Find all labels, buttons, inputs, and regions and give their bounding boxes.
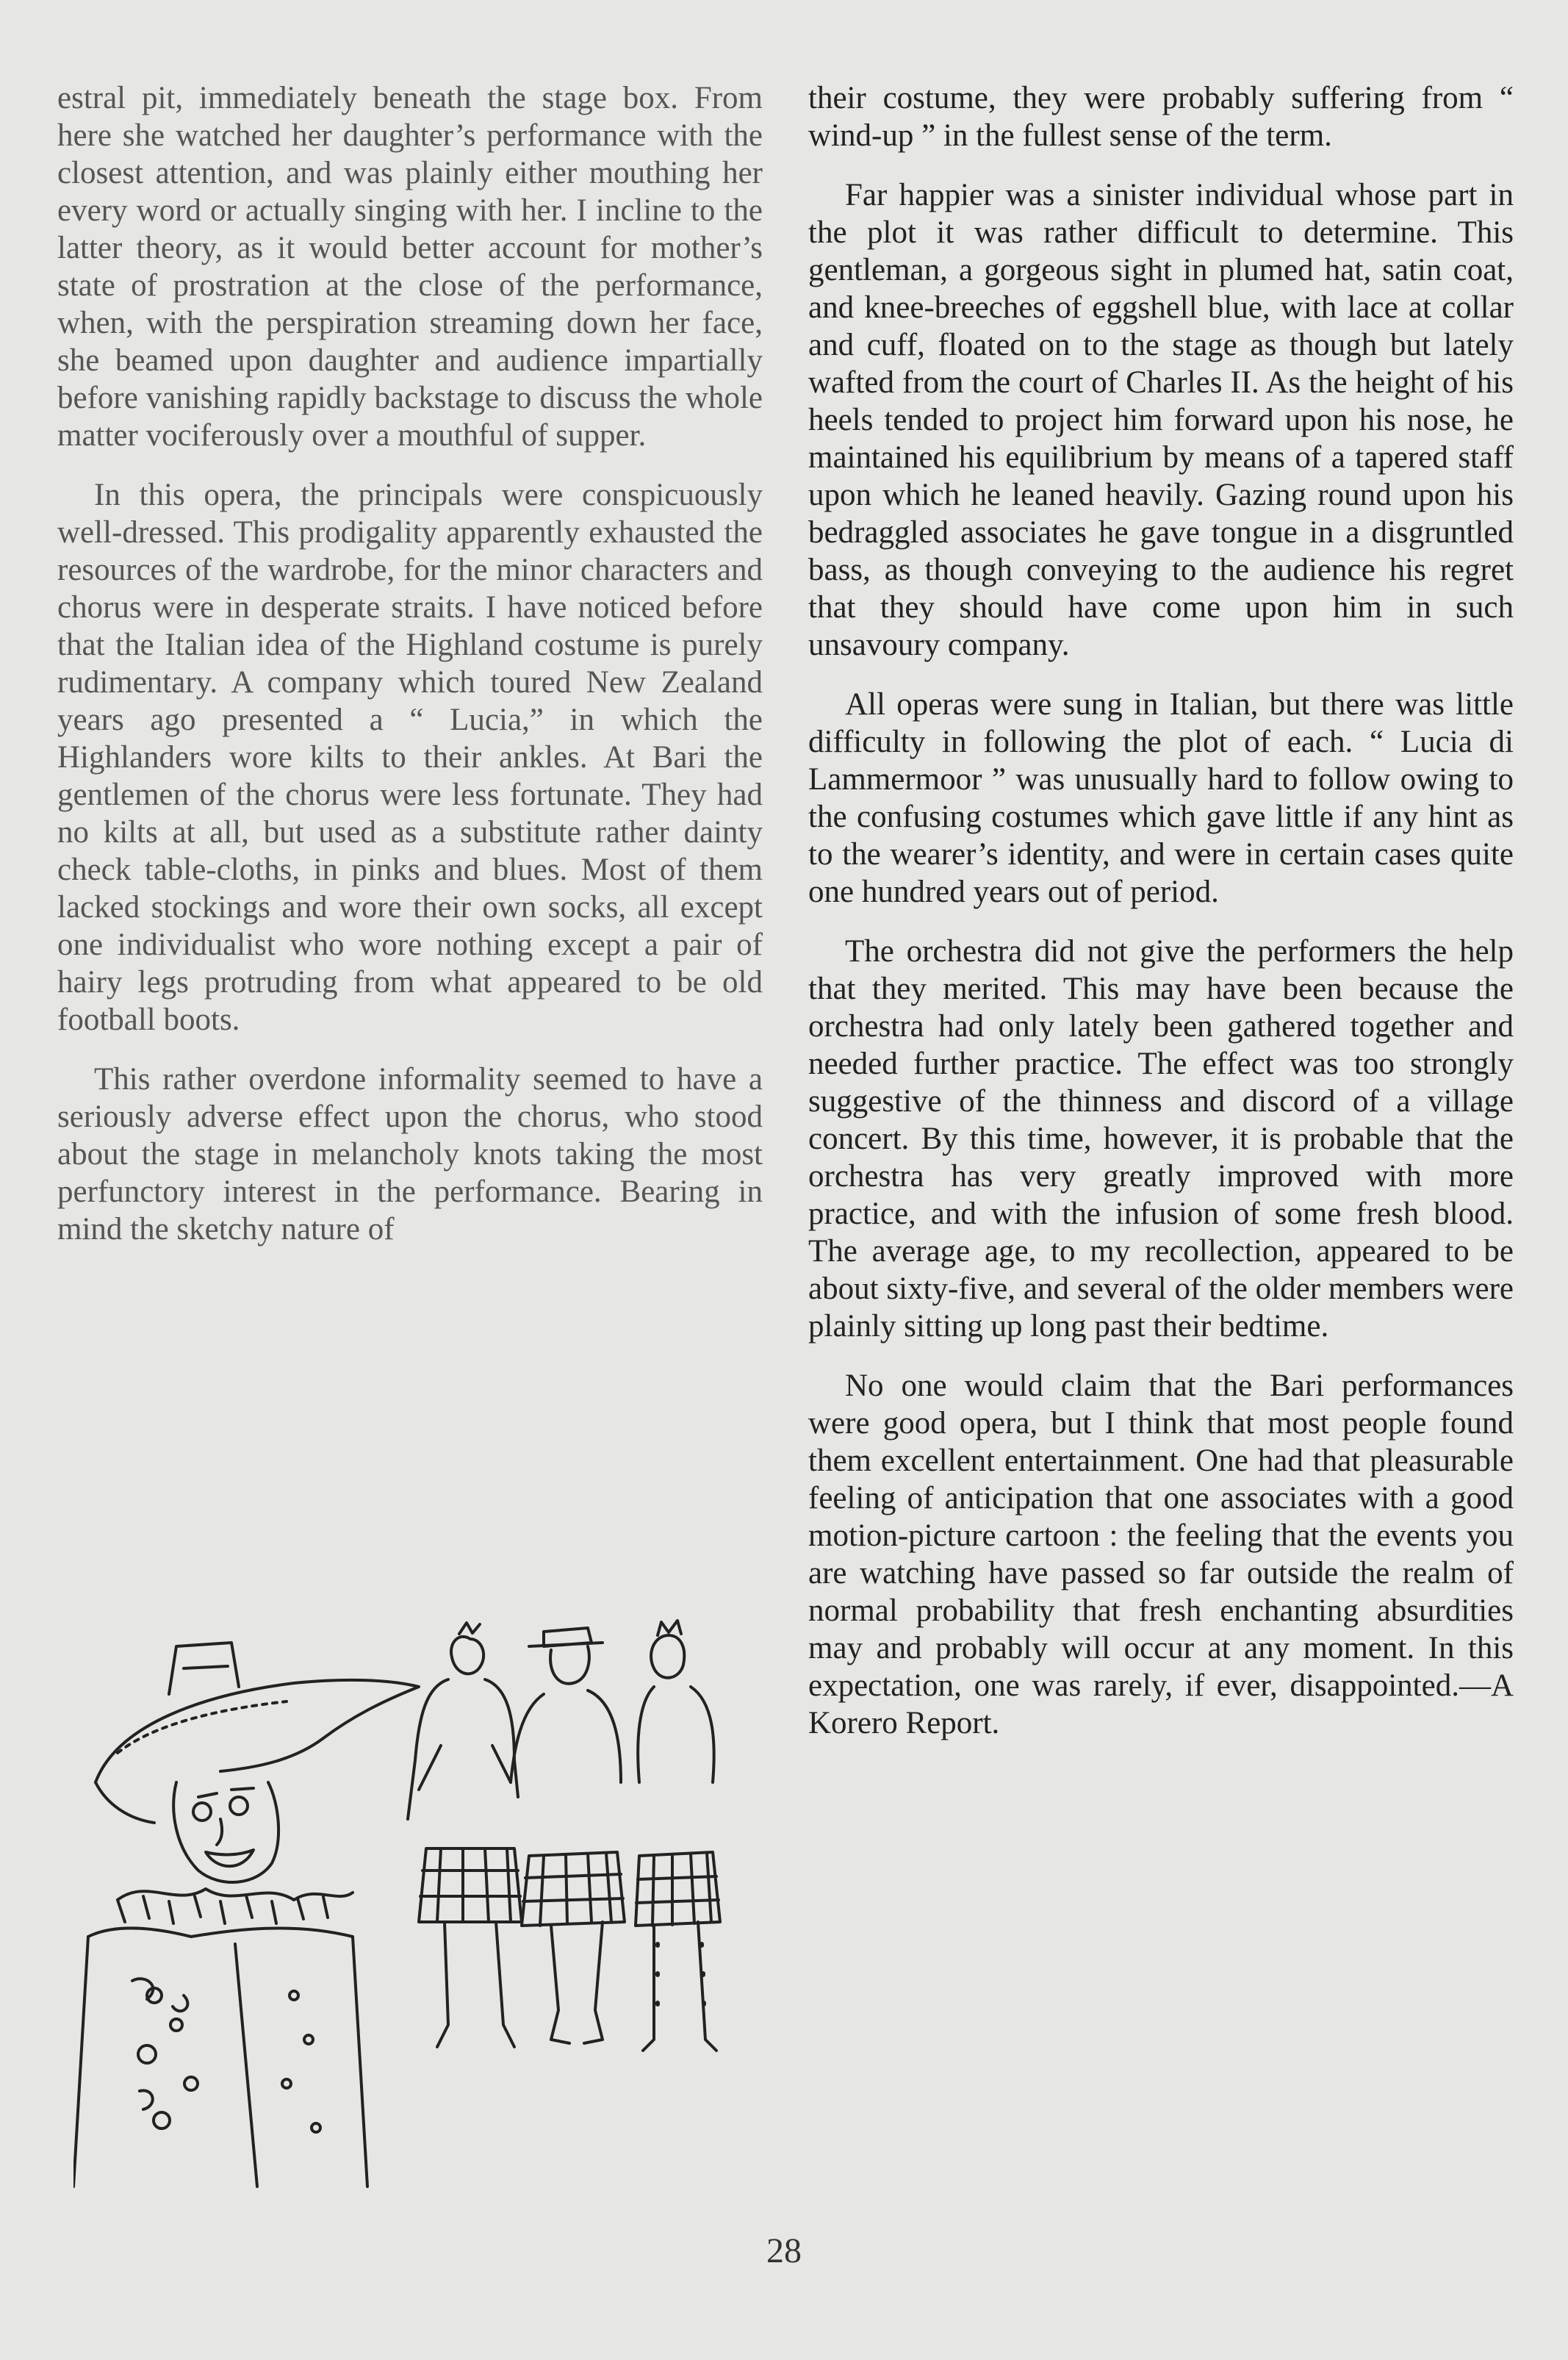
paragraph: their costume, they were probably suffering from “ wind-up ” in the fullest sense of the term. [808,81,1514,153]
paragraph: In this opera, the principals were conspicuously well-dressed. This prodigality apparently exhausted the resources of the wardrobe, for the minor characters and chorus were in desperate straits. I have noticed before that the Italian idea of the Highland costume is purely rudimentary. A company which toured New Zealand years ago presented a “ Lucia,” in which the Highlanders wore kilts to their ankles. At Bari the gentlemen of the chorus were less fortunate. They had no kilts at all, but used as a substitute rather dainty check table-cloths, in pinks and blues. Most of them lacked stockings and wore their own socks, all except one individualist who wore nothing except a pair of hairy legs protruding from what appeared to be old football boots. [57,478,763,1037]
chorus-figure-3 [636,1621,720,2051]
paragraph: This rather overdone informality seemed to have a seriously adverse effect upon the chorus, who stood about the stage in melancholy knots taking the most perfunctory interest in the performance. Bearing in mind the sketchy nature of [57,1062,763,1247]
paragraph: No one would claim that the Bari performances were good opera, but I think that most people found them excellent entertainment. One had that pleasurable feeling of anticipation that one associates with a good motion-picture cartoon : the feeling that the events you are watching have passed so far outside the realm of normal probability that fresh enchanting absurdities may and probably will occur at any moment. In this expectation, one was rarely, if ever, disappointed.—A Korero Report. [808,1369,1514,1740]
paragraph: estral pit, immediately beneath the stage box. From here she watched her daughter’s performance with the closest attention, and was plainly either mouthing her every word or actually singing with her. I incline to the latter theory, as it would better account for mother’s state of prostration at the close of the performance, when, with the perspiration streaming down her face, she beamed upon daughter and audience impartially before vanishing rapidly backstage to discuss the whole matter vociferously over a mouthful of supper. [57,81,763,453]
cartoon-illustration [73,1613,764,2201]
paragraph: All operas were sung in Italian, but there was little difficulty in following the plot of each. “ Lucia di Lammermoor ” was unusually hard to follow owing to the confusing costumes which gave little if any hint as to the wearer’s identity, and were in certain cases quite one hundred years out of period. [808,687,1514,909]
chorus-figure-2 [511,1628,625,2043]
left-column [57,79,763,1270]
cavalier-figure [73,1643,419,2187]
chorus-figure-1 [408,1623,522,2047]
paragraph: Far happier was a sinister individual whose part in the plot it was rather difficult to determine. This gentleman, a gorgeous sight in plumed hat, satin coat, and knee-breeches of eggshell blue, with lace at collar and cuff, floated on to the stage as though but lately wafted from the court of Charles II. As the height of his heels tended to project him forward upon his nose, he maintained his equilibrium by means of a tapered staff upon which he leaned heavily. Gazing round upon his bedraggled associates he gave tongue in a disgruntled bass, as though conveying to the audience his regret that they should have come upon him in such unsavoury company. [808,178,1514,662]
right-column [808,79,1514,1764]
page-number: 28 [766,2231,802,2270]
paragraph: The orchestra did not give the performers the help that they merited. This may have been because the orchestra had only lately been gathered together and needed further practice. The effect was too strongly suggestive of the thinness and discord of a village concert. By this time, however, it is probable that the orchestra has very greatly improved with more practice, and with the infusion of some fresh blood. The average age, to my recollection, appeared to be about sixty-five, and several of the older members were plainly sitting up long past their bedtime. [808,934,1514,1344]
